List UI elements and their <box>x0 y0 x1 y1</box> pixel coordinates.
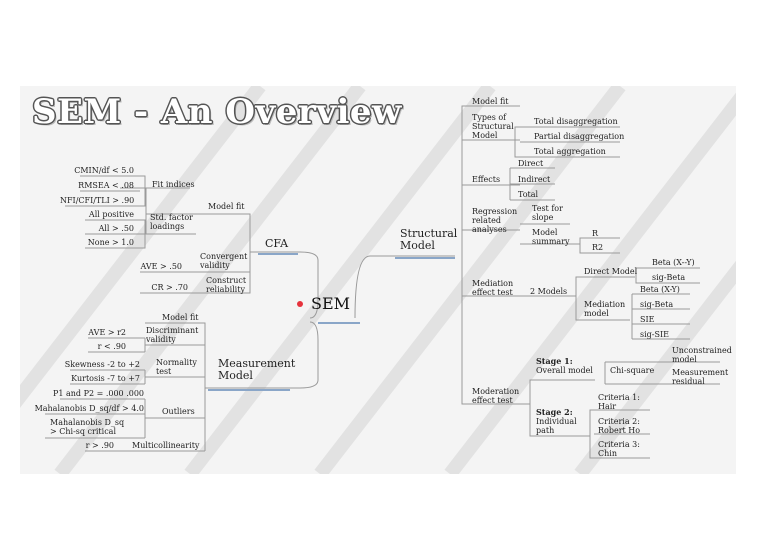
node-moderation-effect-test[interactable]: Moderation effect test <box>472 387 520 405</box>
leaf-cmin-df: CMIN/df < 5.0 <box>74 166 134 175</box>
leaf-all-positive: All positive <box>88 210 134 219</box>
node-normality-test[interactable]: Normality test <box>156 358 197 376</box>
leaf-sig-beta-mediation: sig-Beta <box>640 300 674 309</box>
node-fit-indices[interactable]: Fit indices <box>152 180 195 189</box>
node-convergent-validity[interactable]: Convergent validity <box>200 252 248 270</box>
node-regression-analyses[interactable]: Regression related analyses <box>472 207 518 234</box>
center-dot <box>297 301 303 307</box>
node-mediation-model[interactable]: Mediation model <box>584 300 626 318</box>
leaf-all-050: All > .50 <box>98 224 134 233</box>
leaf-cr-070: CR > .70 <box>151 283 188 292</box>
node-stage-2[interactable]: Stage 2: <box>536 407 573 417</box>
node-std-factor-loadings[interactable]: Std. factor loadings <box>150 213 193 231</box>
node-construct-reliability[interactable]: Construct reliability <box>206 276 247 294</box>
leaf-nfi-cfi-tli: NFI/CFI/TLI > .90 <box>60 196 135 205</box>
leaf-kurtosis: Kurtosis -7 to +7 <box>71 374 140 383</box>
leaf-sig-sie: sig-SIE <box>640 330 669 339</box>
leaf-indirect: Indirect <box>518 175 551 184</box>
node-mediation-effect-test[interactable]: Mediation effect test <box>472 279 514 297</box>
page-title: SEM - An Overview <box>32 92 402 132</box>
node-effects[interactable]: Effects <box>472 175 501 184</box>
node-test-for-slope[interactable]: Test for slope <box>532 204 563 222</box>
node-individual-path[interactable]: Individual path <box>536 417 577 435</box>
leaf-mahalanobis-df: Mahalanobis D_sq/df > 4.0 <box>34 404 144 413</box>
leaf-total-disaggregation: Total disaggregation <box>534 117 618 126</box>
leaf-r-090: r < .90 <box>97 342 126 351</box>
node-measurement-model-fit[interactable]: Model fit <box>162 313 199 322</box>
node-discriminant-validity[interactable]: Discriminant validity <box>146 326 199 344</box>
leaf-beta-x-y-mediation: Beta (X-Y) <box>640 285 680 294</box>
leaf-partial-disaggregation: Partial disaggregation <box>534 132 625 141</box>
leaf-mahalanobis-chisq: Mahalanobis D_sq > Chi-sq critical <box>50 418 125 436</box>
leaf-rmsea: RMSEA < .08 <box>78 181 134 190</box>
leaf-criteria-1-hair: Criteria 1: Hair <box>598 393 640 411</box>
leaf-ave-r2: AVE > r2 <box>88 328 126 337</box>
leaf-criteria-2-robert-ho: Criteria 2: Robert Ho <box>598 417 641 435</box>
leaf-sig-beta-direct: sig-Beta <box>652 273 686 282</box>
node-types-structural-model[interactable]: Types of Structural Model <box>472 113 514 140</box>
node-multicollinearity[interactable]: Multicollinearity <box>132 441 200 450</box>
leaf-beta-x-y-direct: Beta (X--Y) <box>652 258 695 267</box>
leaf-r2: R2 <box>592 243 604 252</box>
node-direct-model[interactable]: Direct Model <box>584 267 638 276</box>
node-chi-square[interactable]: Chi-square <box>610 366 655 375</box>
leaf-direct: Direct <box>518 159 544 168</box>
node-measurement-model[interactable]: Measurement Model <box>218 357 296 382</box>
leaf-r: R <box>592 229 599 238</box>
node-overall-model[interactable]: Overall model <box>536 366 593 375</box>
node-cfa[interactable]: CFA <box>265 237 289 250</box>
node-structural-model[interactable]: Structural Model <box>400 227 458 252</box>
node-cfa-model-fit[interactable]: Model fit <box>208 202 245 211</box>
leaf-total-aggregation: Total aggregation <box>534 147 606 156</box>
node-structural-model-fit[interactable]: Model fit <box>472 97 509 106</box>
leaf-skewness: Skewness -2 to +2 <box>64 360 140 369</box>
node-model-summary[interactable]: Model summary <box>532 228 570 246</box>
node-outliers[interactable]: Outliers <box>162 407 195 416</box>
leaf-none-10: None > 1.0 <box>87 238 134 247</box>
leaf-r-over-090: r > .90 <box>85 441 114 450</box>
leaf-unconstrained-model: Unconstrained model <box>672 346 732 364</box>
leaf-p1-p2: P1 and P2 = .000 .000 <box>52 389 144 398</box>
leaf-criteria-3-chin: Criteria 3: Chin <box>598 440 640 458</box>
leaf-measurement-residual: Measurement residual <box>672 368 729 386</box>
leaf-ave-050: AVE > .50 <box>140 262 182 271</box>
leaf-sie: SIE <box>640 315 655 324</box>
node-two-models[interactable]: 2 Models <box>530 287 568 296</box>
center-node-sem[interactable]: SEM <box>311 294 351 313</box>
node-stage-1[interactable]: Stage 1: <box>536 356 573 366</box>
leaf-total: Total <box>518 190 539 199</box>
